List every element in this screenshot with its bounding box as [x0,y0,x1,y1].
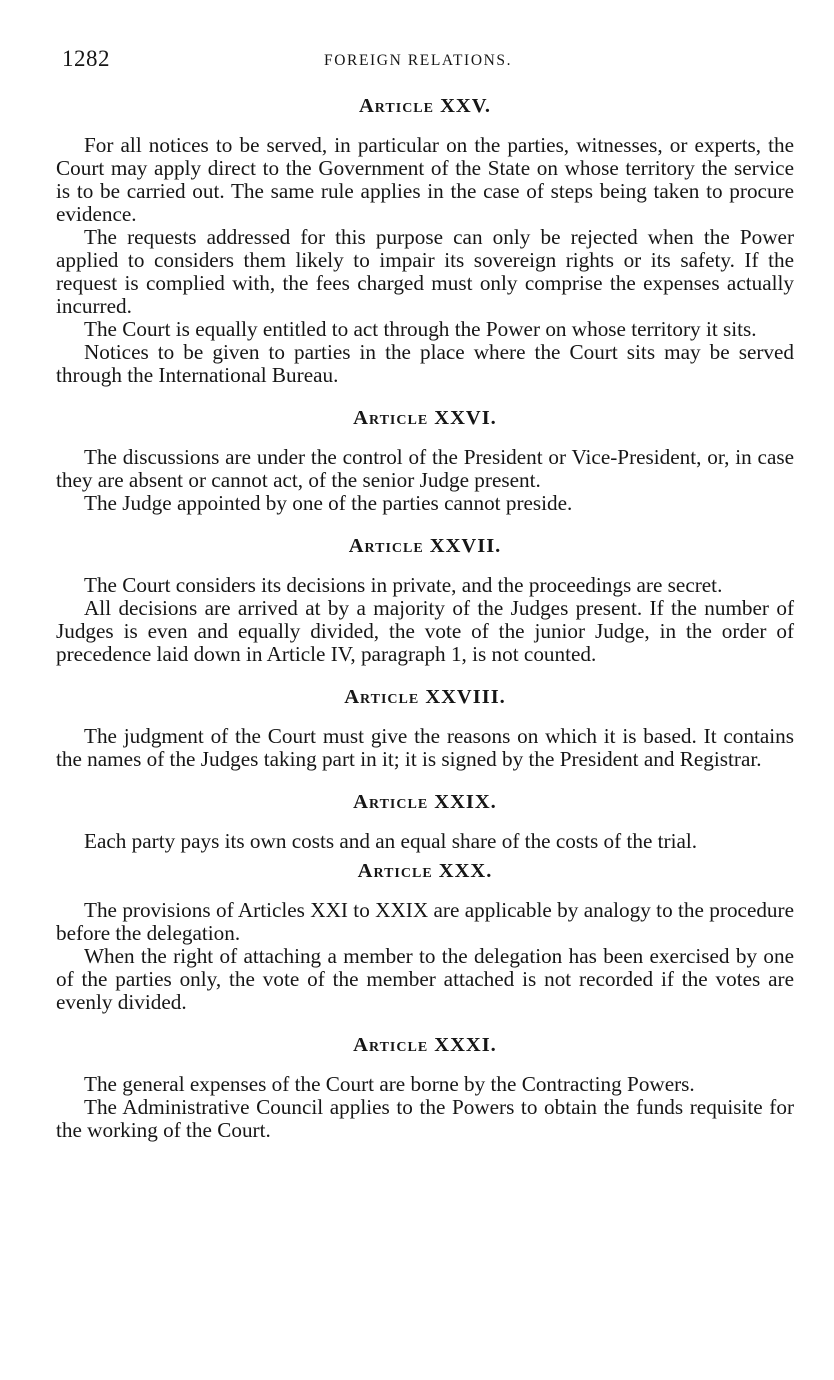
article-xxvii [56,534,794,666]
article-heading: Article XXVI. [353,407,497,429]
article-heading: Article XXVIII. [344,686,506,708]
article-xxxi [56,1033,794,1142]
article-paragraph: The judgment of the Court must give the reasons on which it is based. It contains the names of the Judges taking part in it; it is signed by the President and Registrar. [56,724,794,771]
article-paragraph: The requests addressed for this purpose can only be rejected when the Power applied to considers them likely to impair its sovereign rights or its safety. If the request is complied with, the fees charged must only comprise the expenses actually incurred. [56,225,794,318]
running-title: FOREIGN RELATIONS. [324,52,513,69]
article-paragraph: The general expenses of the Court are borne by the Contracting Powers. [84,1072,695,1096]
article-xxvi [56,406,794,515]
article-paragraph: The Administrative Council applies to the Powers to obtain the funds requisite for the working of the Court. [56,1095,794,1142]
article-paragraph: The provisions of Articles XXI to XXIX are applicable by analogy to the procedure before the delegation. [56,898,794,945]
article-heading: Article XXX. [357,860,493,882]
article-paragraph: Each party pays its own costs and an equal share of the costs of the trial. [84,829,698,853]
article-paragraph: The discussions are under the control of the President or Vice-President, or, in case they are absent or cannot act, of the senior Judge present. [56,445,794,492]
page-number: 1282 [62,46,110,71]
article-heading: Article XXV. [358,95,491,117]
article-paragraph: When the right of attaching a member to the delegation has been exercised by one of the parties only, the vote of the member attached is not recorded if the votes are evenly divided. [56,944,794,1014]
article-xxx [56,859,794,1014]
article-paragraph: All decisions are arrived at by a majority of the Judges present. If the number of Judges is even and equally divided, the vote of the junior Judge, in the order of precedence laid down in Article IV, paragraph 1, is not counted. [56,596,794,666]
article-paragraph: The Judge appointed by one of the parties cannot preside. [84,491,573,515]
article-paragraph: The Court considers its decisions in private, and the proceedings are secret. [84,573,723,597]
article-paragraph: For all notices to be served, in particular on the parties, witnesses, or experts, the Court may apply direct to the Government of the State on whose territory the service is to be carried out. The same rule applies in the case of steps being taken to procure evidence. [56,133,794,226]
article-xxix [56,790,794,853]
article-heading: Article XXIX. [353,791,497,813]
article-paragraph: Notices to be given to parties in the place where the Court sits may be served through the International Bureau. [56,340,794,387]
article-paragraph: The Court is equally entitled to act through the Power on whose territory it sits. [84,317,757,341]
article-heading: Article XXXI. [353,1034,497,1056]
article-heading: Article XXVII. [348,535,502,557]
article-xxviii [56,685,794,771]
article-xxv [56,94,794,387]
body-text [56,94,794,1142]
running-head [62,46,788,76]
